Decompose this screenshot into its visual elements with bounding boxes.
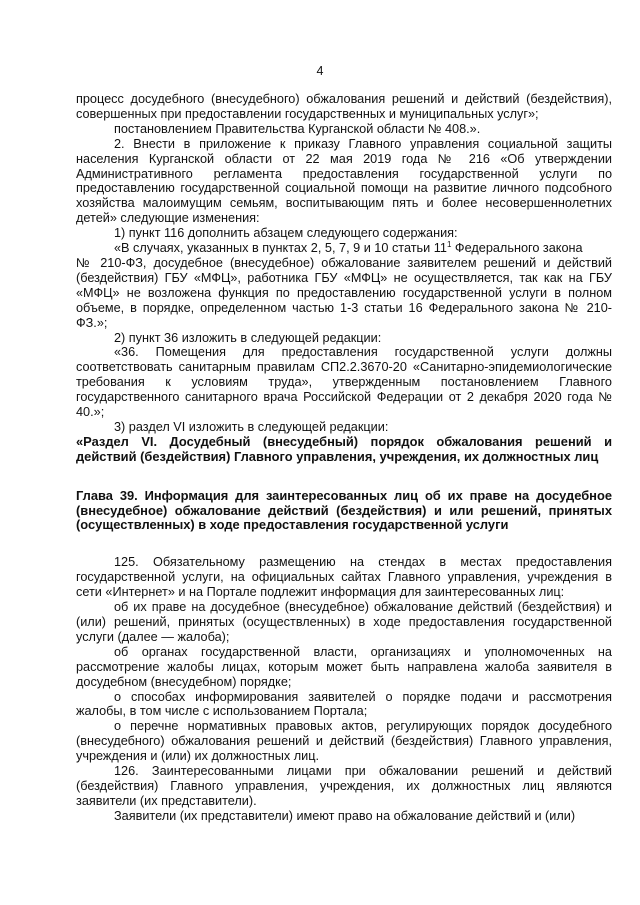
paragraph: 2) пункт 36 изложить в следующей редакции: <box>114 330 382 345</box>
paragraph: 3) раздел VI изложить в следующей редакции: <box>114 419 389 434</box>
paragraph: о перечне нормативных правовых актов, регулирующих порядок досудебного (внесудебного) обжалования решений и действий (бездействия) Главного управления, учреждения и (или) их должностных лиц. <box>76 719 612 764</box>
paragraph: «36. Помещения для предоставления государственной услуги должны соответствовать санитарным правилам СП2.2.3670-20 «Санитарно-эпидемиологические требования к условиям труда», утвержденным постановлением Главного государственного санитарного врача Российской Федерации от 2 декабря 2020 года № 40.»; <box>76 345 612 420</box>
spacer <box>76 465 612 489</box>
paragraph: 2. Внести в приложение к приказу Главного управления социальной защиты населения Курганской области от 22 мая 2019 года № 216 «Об утверждении Административного регламента предоставления государственной услуги по предоставлению государственной социальной помощи на развитие личного подсобного хозяйства малоимущим семьям, воспитывающим пять и более несовершеннолетних детей» следующие изменения: <box>76 136 612 226</box>
spacer <box>76 533 612 555</box>
document-body <box>76 92 612 824</box>
paragraph: 126. Заинтересованными лицами при обжаловании решений и действий (бездействия) Главного управления, учреждения, их должностных лиц являются заявители (их представители). <box>76 764 612 808</box>
paragraph: постановлением Правительства Курганской области № 408.». <box>114 121 481 136</box>
section-title: «Раздел VI. Досудебный (внесудебный) порядок обжалования решений и действий (бездействия) Главного управления, учреждения, их должностных лиц <box>76 433 612 464</box>
paragraph: об их праве на досудебное (внесудебное) обжалование действий (бездействия) и (или) решений, принятых (осуществленных) в ходе предоставления государственной услуги (далее — жалоба); <box>76 600 612 644</box>
page-number: 4 <box>316 64 324 78</box>
paragraph: Заявители (их представители) имеют право на обжалование действий и (или) <box>114 808 576 823</box>
chapter-title: Глава 39. Информация для заинтересованных лиц об их праве на досудебное (внесудебное) обжалование действий (бездействия) и или решений, принятых (осуществленных) в ходе предоставления государственной услуги <box>76 487 612 533</box>
paragraph: о способах информирования заявителей о порядке подачи и рассмотрения жалобы, в том числе с использованием Портала; <box>76 689 612 719</box>
superscript: 1 <box>446 239 452 249</box>
paragraph: 1) пункт 116 дополнить абзацем следующего содержания: <box>114 226 458 241</box>
paragraph: процесс досудебного (внесудебного) обжалования решений и действий (бездействия), совершенных при предоставлении государственных и муниципальных услуг»; <box>76 92 612 121</box>
quote-text: «В случаях, указанных в пунктах 2, 5, 7, 9 и 10 статьи 11 <box>114 241 447 256</box>
paragraph: 125. Обязательному размещению на стендах в местах предоставления государственной услуги, на официальных сайтах Главного управления, учреждения в сети «Интернет» и на Портале подлежит информация для заинтересованных лиц: <box>76 555 612 600</box>
quote-paragraph-start <box>76 241 612 256</box>
paragraph: об органах государственной власти, организациях и уполномоченных на рассмотрение жалобы лицах, которым может быть направлена жалоба заявителя в досудебном (внесудебном) порядке; <box>76 644 612 689</box>
paragraph: № 210-ФЗ, досудебное (внесудебное) обжалование заявителем решений и действий (бездействия) ГБУ «МФЦ», работника ГБУ «МФЦ» не осуществляется, так как на ГБУ «МФЦ» не возложена функция по предоставлению государственной услуги в полном объеме, в порядке, определенном частью 1-3 статьи 16 Федерального закона № 210-ФЗ.»; <box>76 255 612 330</box>
quote-text-end: Федерального закона <box>451 241 583 256</box>
